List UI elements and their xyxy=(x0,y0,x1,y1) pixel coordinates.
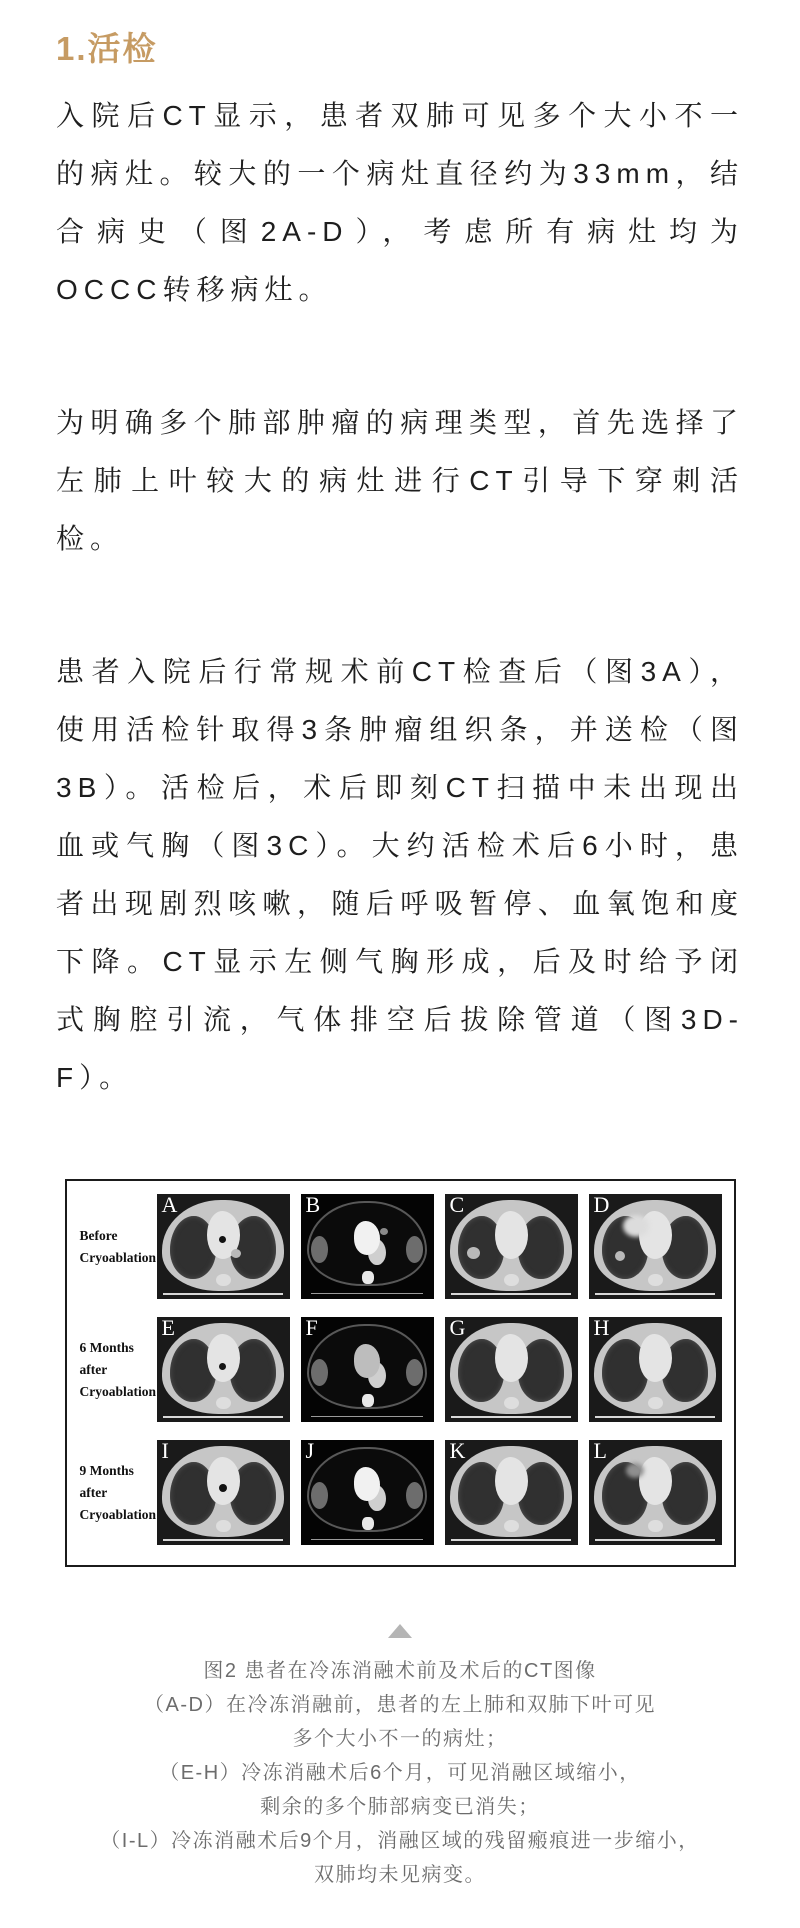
panel-strip xyxy=(157,1317,722,1422)
panel-letter: K xyxy=(449,1440,466,1463)
panel-strip xyxy=(157,1194,722,1299)
ct-panel-h xyxy=(589,1317,722,1422)
ct-nodule xyxy=(615,1251,625,1261)
triangle-up-icon xyxy=(388,1624,412,1638)
caption-line: 多个大小不一的病灶； xyxy=(292,1728,508,1750)
row-label-6-months xyxy=(67,1317,157,1422)
ct-panel-f xyxy=(301,1317,434,1422)
paragraph-2: 为明确多个肺部肿瘤的病理类型，首先选择了左肺上叶较大的病灶进行CT引导下穿刺活检。 xyxy=(56,407,744,554)
row-label-line2: Cryoablation xyxy=(79,1383,157,1399)
ct-heart xyxy=(354,1344,381,1378)
ct-figure xyxy=(65,1179,736,1567)
ct-table-line xyxy=(451,1416,571,1418)
ct-panel-e xyxy=(157,1317,290,1422)
panel-letter: C xyxy=(449,1194,465,1217)
ct-panel-i xyxy=(157,1440,290,1545)
caption-line: （E-H）冷冻消融术后6个月，可见消融区域缩小， xyxy=(159,1762,641,1784)
panel-strip xyxy=(157,1440,722,1545)
section-heading: 1.活检 xyxy=(56,30,158,67)
ct-table-line xyxy=(163,1416,283,1418)
ct-heart xyxy=(354,1467,381,1501)
figure-row-6-months xyxy=(67,1317,734,1422)
panel-letter: E xyxy=(161,1317,175,1340)
ct-spine xyxy=(362,1271,374,1285)
row-label-line2: Cryoablation xyxy=(79,1249,157,1265)
ct-panel-d xyxy=(589,1194,722,1299)
ct-spine xyxy=(362,1394,374,1408)
ct-table-line xyxy=(451,1293,571,1295)
row-label-line1: 9 Months after xyxy=(79,1462,134,1500)
ct-table-line xyxy=(311,1293,423,1294)
panel-letter: F xyxy=(305,1317,318,1340)
ct-muscle-right xyxy=(406,1482,423,1509)
paragraph-3: 患者入院后行常规术前CT检查后（图3A），使用活检针取得3条肿瘤组织条，并送检（图3B）。活检后，术后即刻CT扫描中未出现出血或气胸（图3C）。大约活检术后6小时，患者出现剧烈咳嗽，随后呼吸暂停、血氧饱和度下降。CT显示左侧气胸形成，后及时给予闭式胸腔引流，气体排空后拔除管道（图3D-F）。 xyxy=(56,656,744,1093)
article-body xyxy=(56,87,744,1107)
panel-letter: L xyxy=(593,1440,607,1463)
ct-nodule xyxy=(231,1249,241,1258)
figure-row-9-months xyxy=(67,1440,734,1545)
ct-muscle-right xyxy=(406,1236,423,1263)
ct-table-line xyxy=(311,1416,423,1417)
caption-line: 图2 患者在冷冻消融术前及术后的CT图像 xyxy=(203,1660,597,1682)
ct-table-line xyxy=(595,1293,715,1295)
figure-caption-block xyxy=(0,1624,800,1892)
ct-table-line xyxy=(311,1539,423,1540)
row-label-before xyxy=(67,1194,157,1299)
row-label-line1: Before xyxy=(79,1227,118,1243)
ct-table-line xyxy=(163,1293,283,1295)
ct-table-line xyxy=(451,1539,571,1541)
panel-letter: B xyxy=(305,1194,321,1217)
ct-nodule xyxy=(467,1247,480,1259)
caption-line: （A-D）在冷冻消融前，患者的左上肺和双肺下叶可见 xyxy=(144,1694,656,1716)
ct-heart xyxy=(354,1221,381,1255)
ct-nodule xyxy=(219,1236,226,1243)
ct-panel-j xyxy=(301,1440,434,1545)
ct-table-line xyxy=(163,1539,283,1541)
ct-panel-c xyxy=(445,1194,578,1299)
caption-line: 双肺均未见病变。 xyxy=(314,1864,486,1886)
row-label-line2: Cryoablation xyxy=(79,1506,157,1522)
ct-panel-g xyxy=(445,1317,578,1422)
figure-row-before xyxy=(67,1194,734,1299)
paragraph-1: 入院后CT显示，患者双肺可见多个大小不一的病灶。较大的一个病灶直径约为33mm，结合病史（图2A-D），考虑所有病灶均为OCCC转移病灶。 xyxy=(56,100,744,305)
ct-panel-k xyxy=(445,1440,578,1545)
ct-scar xyxy=(626,1463,644,1478)
panel-letter: J xyxy=(305,1440,315,1463)
ct-lesion xyxy=(623,1215,649,1237)
caption-line: （I-L）冷冻消融术后9个月，消融区域的残留瘢痕进一步缩小， xyxy=(100,1830,700,1852)
ct-table-line xyxy=(595,1416,715,1418)
panel-letter: A xyxy=(161,1194,178,1217)
panel-letter: D xyxy=(593,1194,610,1217)
caption-line: 剩余的多个肺部病变已消失； xyxy=(260,1796,540,1818)
ct-table-line xyxy=(595,1539,715,1541)
row-label-line1: 6 Months after xyxy=(79,1339,134,1377)
ct-spine xyxy=(362,1517,374,1531)
ct-panel-b xyxy=(301,1194,434,1299)
ct-panel-l xyxy=(589,1440,722,1545)
panel-letter: I xyxy=(161,1440,169,1463)
panel-letter: G xyxy=(449,1317,466,1340)
ct-panel-a xyxy=(157,1194,290,1299)
panel-letter: H xyxy=(593,1317,610,1340)
figure-caption xyxy=(0,1654,800,1892)
ct-nodule xyxy=(380,1228,388,1235)
ct-muscle-right xyxy=(406,1359,423,1386)
row-label-9-months xyxy=(67,1440,157,1545)
